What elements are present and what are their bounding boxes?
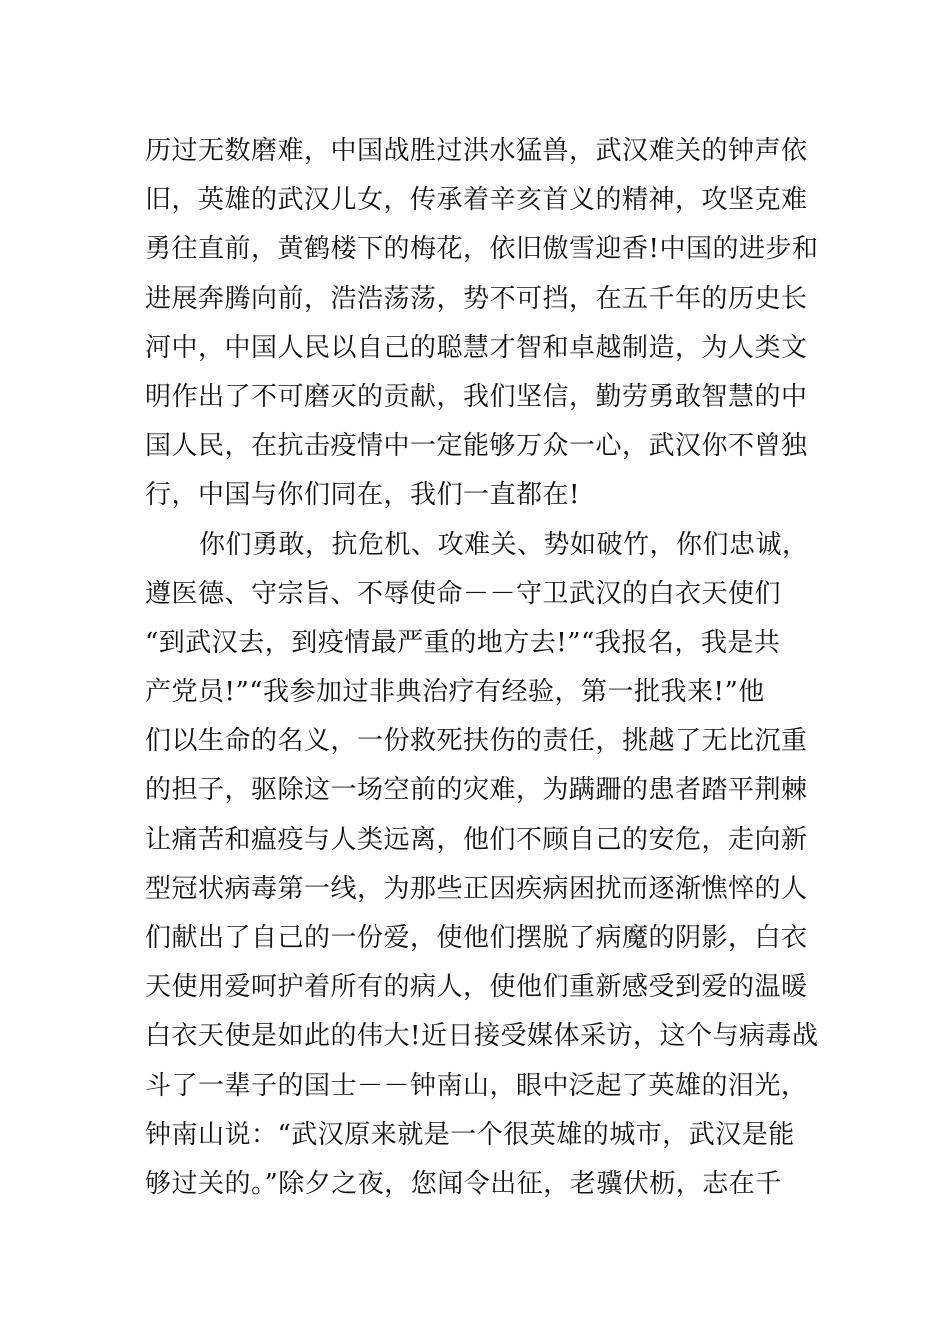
text-line: “到武汉去，到疫情最严重的地方去!”“我报名，我是共: [145, 627, 781, 658]
text-line: 历过无数磨难，中国战胜过洪水猛兽，武汉难关的钟声依: [145, 136, 808, 166]
text-line: 产党员!”“我参加过非典治疗有经验，第一批我来!”他: [145, 677, 765, 708]
text-line: 旧，英雄的武汉儿女，传承着辛亥首义的精神，攻坚克难: [145, 185, 808, 216]
text-line: 们献出了自己的一份爱，使他们摆脱了病魔的阴影，白衣: [145, 923, 808, 953]
text-line: 进展奔腾向前，浩浩荡荡，势不可挡，在五千年的历史长: [145, 283, 808, 314]
text-line: 的担子，驱除这一场空前的灾难，为蹒跚的患者踏平荆棘: [145, 775, 808, 806]
text-line: 天使用爱呵护着所有的病人，使他们重新感受到爱的温暖: [145, 972, 808, 1003]
text-line: 明作出了不可磨灭的贡献，我们坚信，勤劳勇敢智慧的中: [145, 381, 808, 412]
text-line: 遵医德、守宗旨、不辱使命－－守卫武汉的白衣天使们: [145, 578, 782, 609]
body-text: [145, 127, 825, 1209]
paragraph-first-line: 你们勇敢，抗危机、攻难关、势如破竹，你们忠诚，: [199, 529, 809, 560]
text-line: 斗了一辈子的国士－－钟南山，眼中泛起了英雄的泪光，: [145, 1070, 808, 1101]
text-line: 型冠状病毒第一线，为那些正因疾病困扰而逐渐憔悴的人: [145, 873, 808, 904]
text-line: 够过关的。”除夕之夜，您闻令出征，老骥伏枥，志在千: [145, 1168, 782, 1199]
text-line: 行，中国与你们同在，我们一直都在!: [145, 480, 580, 511]
text-line: 河中，中国人民以自己的聪慧才智和卓越制造，为人类文: [145, 332, 808, 363]
text-line: 们以生命的名义，一份救死扶伤的责任，挑越了无比沉重: [145, 726, 808, 757]
text-line: 国人民，在抗击疫情中一定能够万众一心，武汉你不曾独: [145, 431, 808, 462]
text-line: 让痛苦和瘟疫与人类远离，他们不顾自己的安危，走向新: [145, 824, 808, 855]
text-line: 勇往直前，黄鹤楼下的梅花，依旧傲雪迎香!中国的进步和: [145, 234, 819, 265]
text-line: 白衣天使是如此的伟大!近日接受媒体采访，这个与病毒战: [145, 1021, 819, 1052]
text-line: 钟南山说：“武汉原来就是一个很英雄的城市，武汉是能: [145, 1119, 795, 1150]
